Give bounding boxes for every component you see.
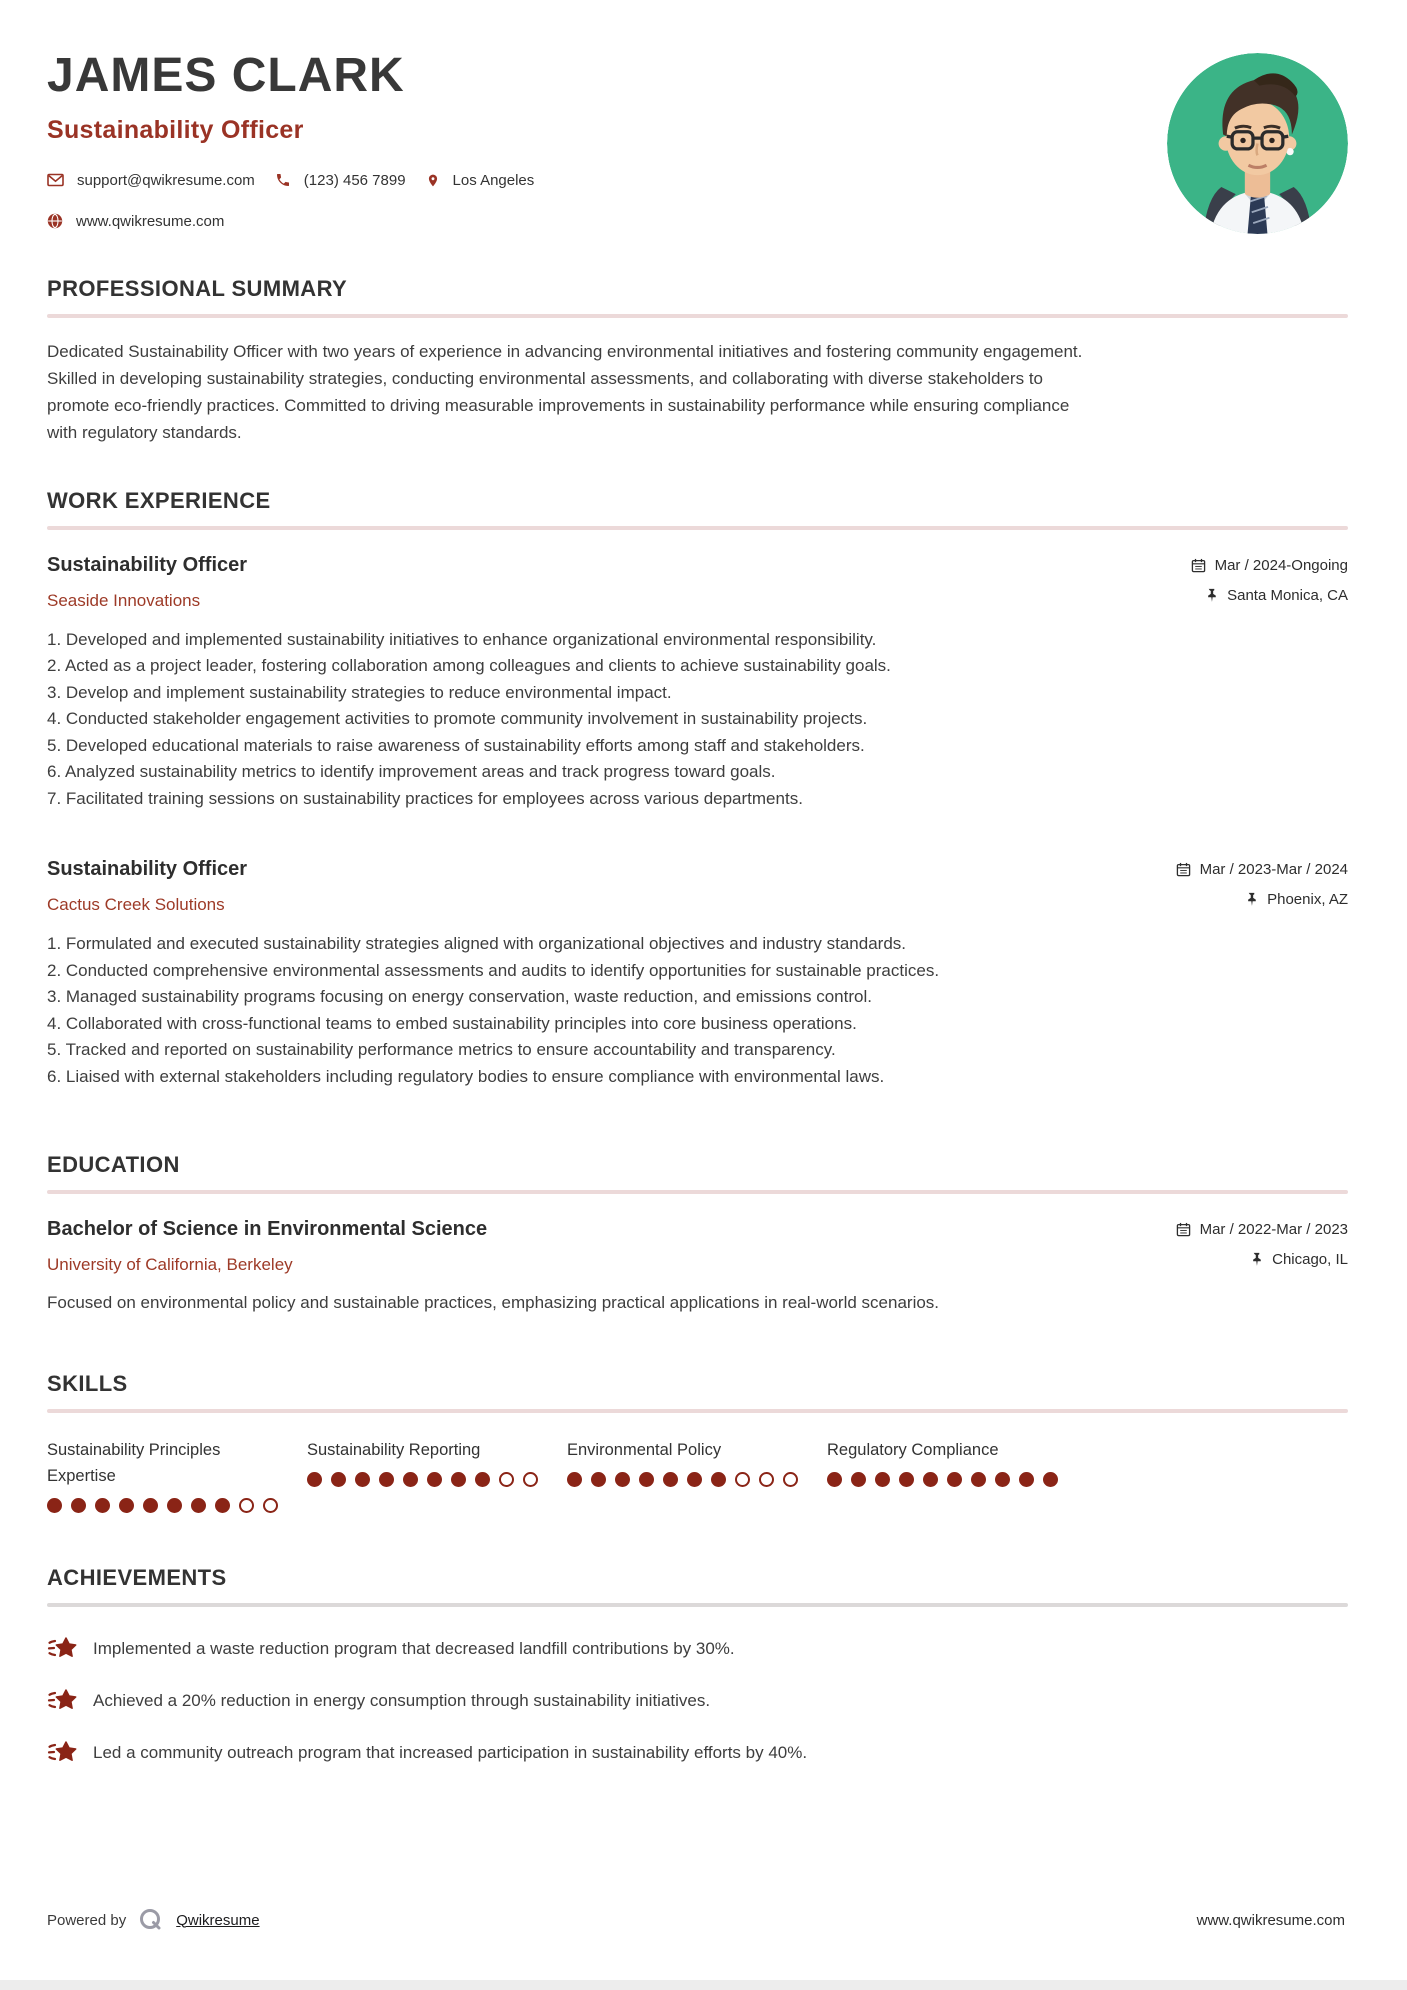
education-location-row [1176,1251,1348,1268]
skill-dot-filled [119,1498,134,1513]
contact-email-text: support@qwikresume.com [77,171,255,189]
skill-item [567,1437,827,1513]
education-date: Mar / 2022-Mar / 2023 [1199,1221,1348,1239]
skill-dot-filled [307,1472,322,1487]
skill-dot-filled [639,1472,654,1487]
calendar-icon [1191,558,1206,573]
skill-dot-filled [379,1472,394,1487]
contact-location-text: Los Angeles [452,171,535,189]
profile-photo [1167,53,1348,234]
summary-text: Dedicated Sustainability Officer with two years of experience in advancing environmental initiatives and fostering community engagement. Skilled in developing sustainability strategies, conducting environmental assessments, and collaborating with diverse stakeholders to promote eco-friendly practices. Committed to driving measurable improvements in sustainability performance while ensuring compliance with regulatory standards. [47,341,1083,442]
skill-level-dots [307,1472,567,1487]
education-entry [47,1218,1348,1313]
work-heading: WORK EXPERIENCE [47,487,271,513]
job-location: Phoenix, AZ [1267,891,1348,909]
job-company: Cactus Creek Solutions [47,895,225,915]
skill-dot-empty [239,1498,254,1513]
skill-dot-filled [591,1472,606,1487]
skill-dot-filled [827,1472,842,1487]
education-meta [1176,1218,1348,1275]
contact-phone-text: (123) 456 7899 [303,171,406,189]
job-company: Seaside Innovations [47,590,201,610]
phone-icon [275,172,291,188]
skill-dot-filled [95,1498,110,1513]
education-date-row [1176,1221,1348,1238]
skill-dot-filled [687,1472,702,1487]
pushpin-icon [1250,1252,1263,1267]
skill-dot-filled [851,1472,866,1487]
skill-dot-filled [899,1472,914,1487]
contact-website [47,213,224,230]
bottom-gray-bar [0,1980,1407,1990]
job-date-row [1191,557,1348,574]
person-name: JAMES CLARK [47,49,405,102]
job-bullet: 2. Acted as a project leader, fostering collaboration among colleagues and clients to achieve sustainability goals. [47,656,891,676]
skill-dot-filled [615,1472,630,1487]
resume-header [47,50,1348,230]
skill-dot-filled [923,1472,938,1487]
pushpin-icon [1205,588,1218,603]
skill-level-dots [47,1498,307,1513]
job-bullet: 4. Collaborated with cross-functional teams to embed sustainability principles into core business operations. [47,1013,857,1033]
job-location-row [1191,587,1348,604]
job-header [47,858,1348,915]
skill-name: Regulatory Compliance [827,1441,999,1460]
skill-dot-filled [875,1472,890,1487]
skill-dot-filled [355,1472,370,1487]
achievement-text: Led a community outreach program that increased participation in sustainability efforts by 40%. [93,1742,808,1762]
skill-dot-filled [947,1472,962,1487]
job-entry [47,554,1348,813]
job-title: Sustainability Officer [47,858,248,881]
qwikresume-q-logo [138,1907,164,1933]
skill-item [47,1437,307,1513]
skill-dot-filled [711,1472,726,1487]
job-location: Santa Monica, CA [1227,586,1348,604]
job-bullet: 6. Analyzed sustainability metrics to identify improvement areas and track progress toward goals. [47,762,776,782]
achievement-item [47,1636,1348,1661]
job-bullet: 5. Tracked and reported on sustainability performance metrics to ensure accountability and transparency. [47,1040,836,1060]
skill-dot-filled [475,1472,490,1487]
job-bullet-list [47,931,1348,1090]
section-divider [47,314,1348,318]
achievement-item [47,1740,1348,1765]
calendar-icon [1176,862,1191,877]
skill-dot-filled [143,1498,158,1513]
skill-name: Sustainability Principles Expertise [47,1441,221,1486]
skill-dot-filled [427,1472,442,1487]
skill-dot-filled [1019,1472,1034,1487]
contact-phone [275,172,406,189]
job-date: Mar / 2024-Ongoing [1214,556,1348,574]
job-title: Sustainability Officer [47,553,248,576]
skill-dot-empty [759,1472,774,1487]
job-bullet: 2. Conducted comprehensive environmental assessments and audits to identify opportunities for sustainable practices. [47,960,940,980]
contact-row-2 [47,213,1348,230]
skill-dot-filled [567,1472,582,1487]
achievement-text: Achieved a 20% reduction in energy consumption through sustainability initiatives. [93,1690,711,1710]
summary-heading: PROFESSIONAL SUMMARY [47,275,348,301]
job-bullet: 3. Managed sustainability programs focusing on energy conservation, waste reduction, and emissions control. [47,987,872,1007]
job-entry [47,858,1348,1090]
section-divider [47,1190,1348,1194]
skill-dot-empty [783,1472,798,1487]
achievement-item [47,1688,1348,1713]
globe-icon [47,213,63,229]
job-date-row [1176,861,1348,878]
qwikresume-brand-link[interactable]: Qwikresume [176,1911,260,1929]
skill-dot-filled [663,1472,678,1487]
skill-item [827,1437,1087,1513]
skill-dot-empty [523,1472,538,1487]
footer-website: www.qwikresume.com [1196,1911,1345,1929]
skill-dot-filled [451,1472,466,1487]
job-date: Mar / 2023-Mar / 2024 [1199,861,1348,879]
person-job-title: Sustainability Officer [47,115,304,144]
section-divider [47,526,1348,530]
job-bullet: 3. Develop and implement sustainability strategies to reduce environmental impact. [47,682,672,702]
section-divider [47,1409,1348,1413]
pushpin-icon [1245,892,1258,907]
skill-dot-filled [167,1498,182,1513]
calendar-icon [1176,1222,1191,1237]
section-work-experience [47,488,1348,1091]
star-with-motion-lines-icon [47,1636,77,1661]
skill-dot-filled [71,1498,86,1513]
education-header [47,1218,1348,1275]
skill-dot-empty [499,1472,514,1487]
achievement-text: Implemented a waste reduction program that decreased landfill contributions by 30%. [93,1638,735,1658]
skill-dot-filled [403,1472,418,1487]
achievements-list [47,1636,1348,1765]
section-divider [47,1603,1348,1607]
education-school: University of California, Berkeley [47,1255,293,1275]
skill-dot-filled [1043,1472,1058,1487]
contact-email [47,172,255,189]
job-bullet-list [47,627,1348,813]
job-meta [1191,554,1348,611]
section-professional-summary [47,276,1348,446]
skill-level-dots [567,1472,827,1487]
section-education [47,1152,1348,1313]
contact-location [426,172,535,189]
education-degree: Bachelor of Science in Environmental Science [47,1218,488,1241]
achievements-heading: ACHIEVEMENTS [47,1565,227,1591]
job-bullet: 6. Liaised with external stakeholders including regulatory bodies to ensure compliance with environmental laws. [47,1066,885,1086]
star-with-motion-lines-icon [47,1740,77,1765]
skill-dot-filled [331,1472,346,1487]
education-location: Chicago, IL [1272,1251,1348,1269]
skills-heading: SKILLS [47,1371,128,1397]
education-heading: EDUCATION [47,1152,180,1178]
star-with-motion-lines-icon [47,1688,77,1713]
job-bullet: 7. Facilitated training sessions on sustainability practices for employees across various departments. [47,788,803,808]
skill-level-dots [827,1472,1087,1487]
section-achievements [47,1565,1348,1765]
envelope-icon [47,173,64,187]
job-header [47,554,1348,611]
skill-item [307,1437,567,1513]
skill-dot-filled [47,1498,62,1513]
powered-by-label: Powered by [47,1911,127,1929]
job-location-row [1176,891,1348,908]
job-bullet: 1. Formulated and executed sustainability strategies aligned with organizational objectives and industry standards. [47,934,906,954]
skill-name: Sustainability Reporting [307,1441,481,1460]
skill-dot-filled [215,1498,230,1513]
map-pin-icon [426,172,440,189]
job-bullet: 4. Conducted stakeholder engagement activities to promote community involvement in sustainability projects. [47,709,868,729]
skill-name: Environmental Policy [567,1441,722,1460]
page-footer [47,1907,1345,1933]
job-bullet: 1. Developed and implemented sustainability initiatives to enhance organizational environmental responsibility. [47,629,877,649]
skill-dot-empty [735,1472,750,1487]
skill-dot-filled [995,1472,1010,1487]
skill-dot-filled [971,1472,986,1487]
education-description: Focused on environmental policy and sustainable practices, emphasizing practical applications in real-world scenarios. [47,1293,940,1313]
skill-dot-filled [191,1498,206,1513]
job-meta [1176,858,1348,915]
skill-dot-empty [263,1498,278,1513]
section-skills [47,1371,1348,1513]
job-bullet: 5. Developed educational materials to raise awareness of sustainability efforts among staff and stakeholders. [47,735,865,755]
contact-website-text: www.qwikresume.com [76,212,225,230]
contact-row-1 [47,172,1348,189]
footer-branding [47,1907,260,1933]
skills-grid [47,1437,1348,1513]
